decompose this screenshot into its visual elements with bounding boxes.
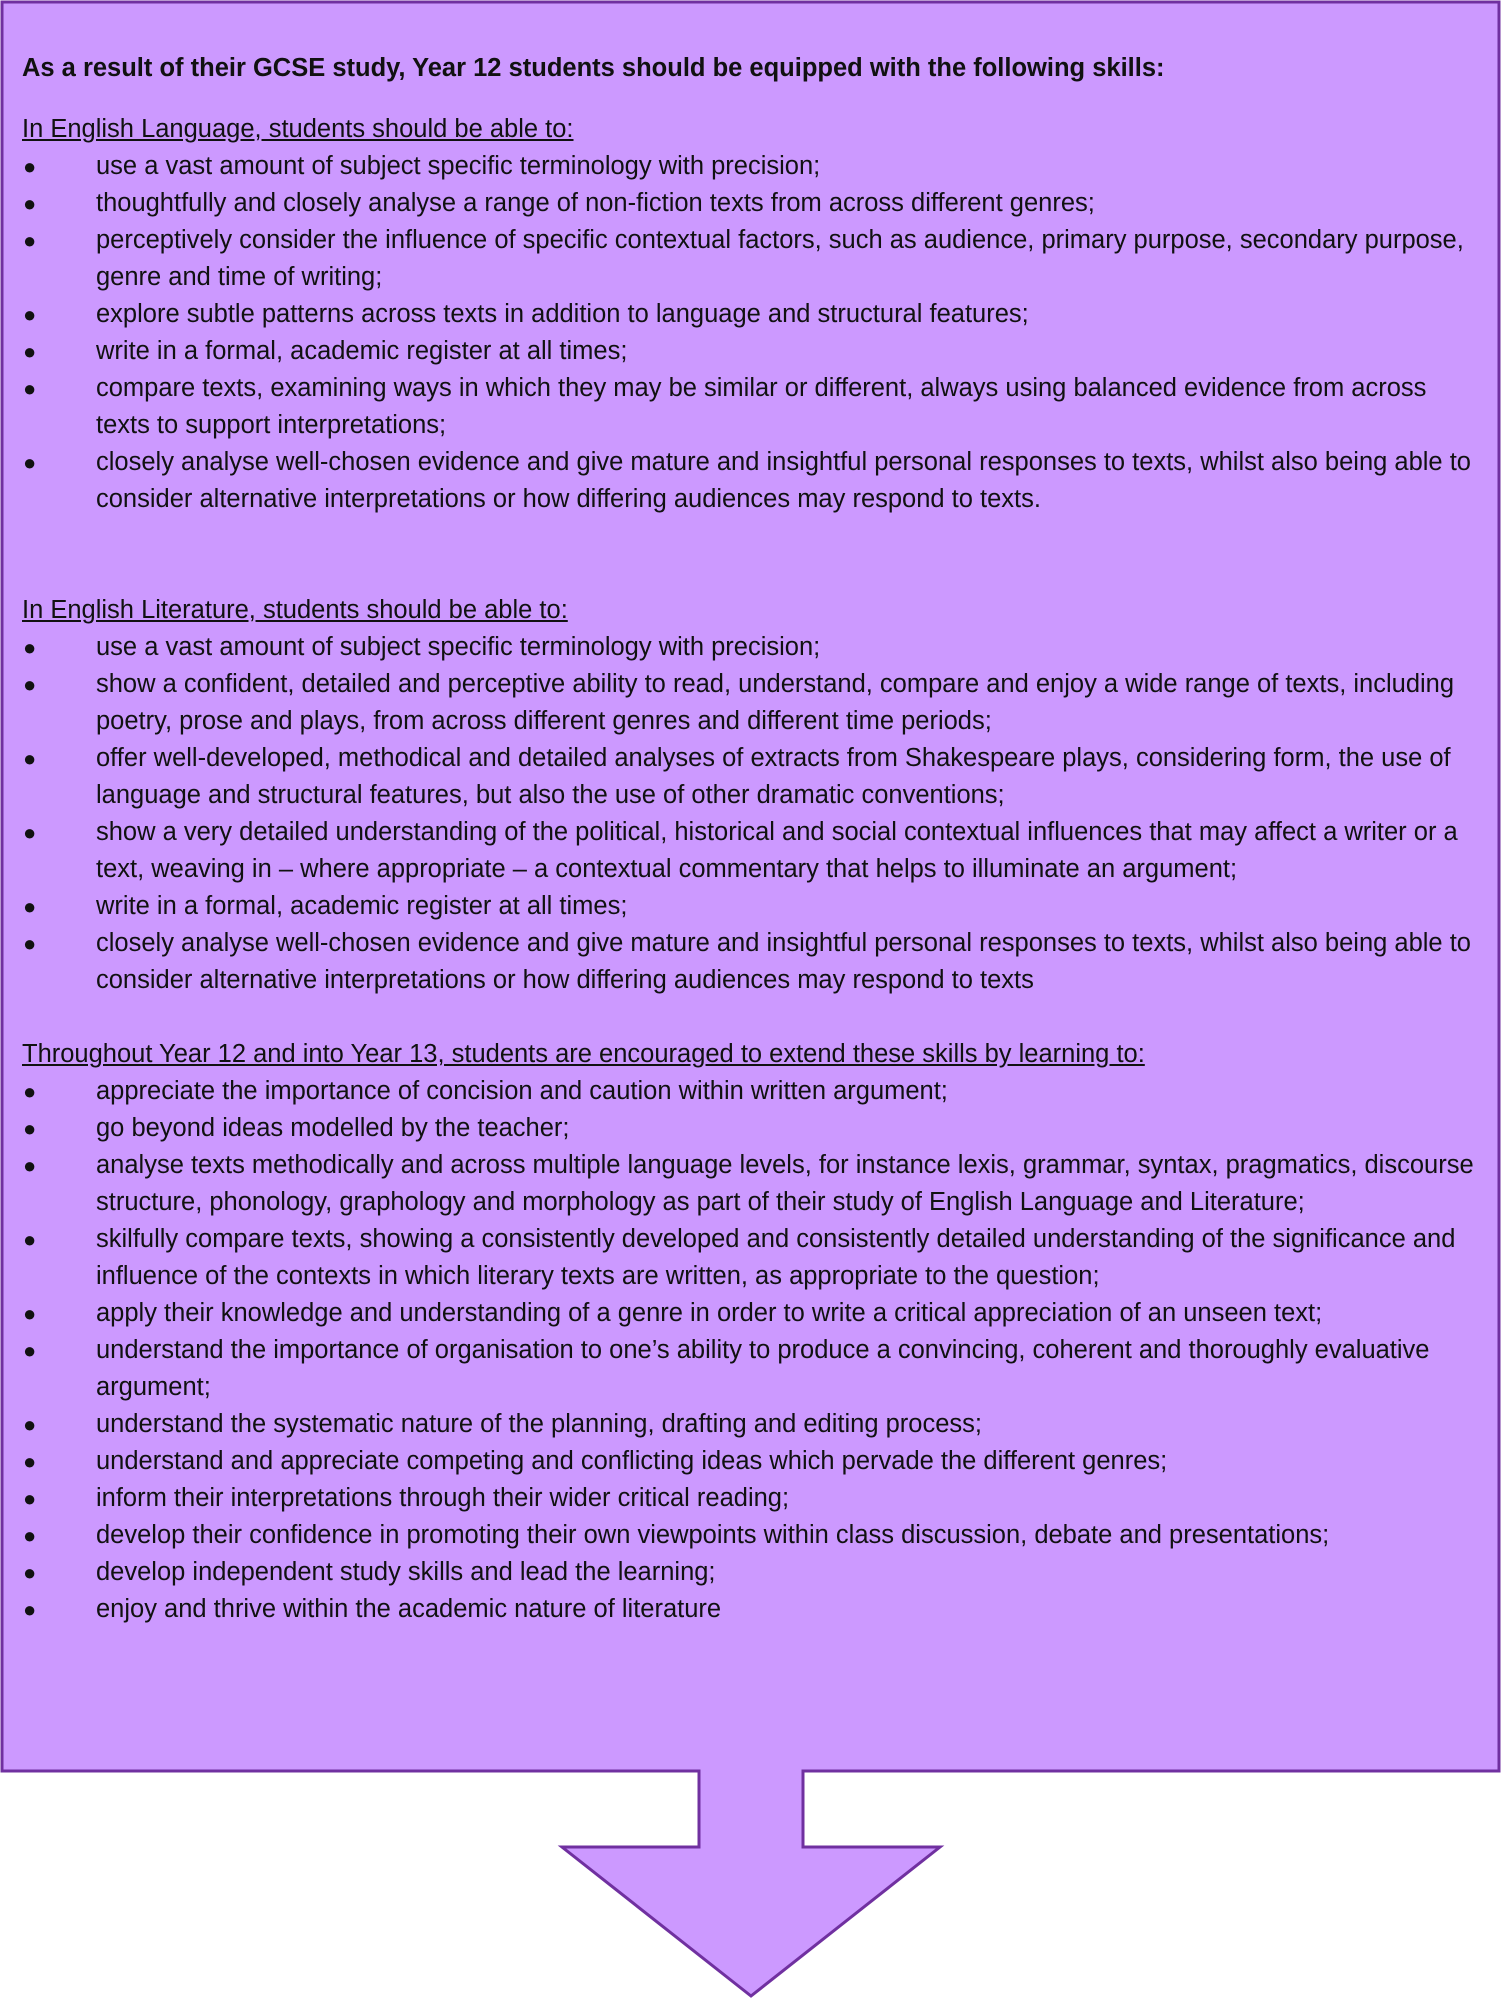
list-item: ● appreciate the importance of concision and caution within written argument; bbox=[22, 1073, 1477, 1110]
bullet-icon: ● bbox=[23, 1412, 37, 1437]
bullet-icon: ● bbox=[23, 191, 37, 216]
bullet-icon: ● bbox=[23, 1560, 37, 1585]
list-item: ● write in a formal, academic register at all times; bbox=[22, 333, 1477, 370]
bullet-icon: ● bbox=[23, 746, 37, 771]
list-item: ● use a vast amount of subject specific terminology with precision; bbox=[22, 148, 1477, 185]
bullet-icon: ● bbox=[23, 1079, 37, 1104]
bullet-list bbox=[22, 629, 1477, 999]
bullet-icon: ● bbox=[23, 450, 37, 475]
list-item: ● thoughtfully and closely analyse a range of non-fiction texts from across different genres; bbox=[22, 185, 1477, 222]
list-item: ● show a confident, detailed and perceptive ability to read, understand, compare and enjoy a wide range of texts, including poetry, prose and plays, from across different genres and different time periods; bbox=[22, 666, 1477, 740]
bullet-list bbox=[22, 1073, 1477, 1628]
bullet-icon: ● bbox=[23, 1153, 37, 1178]
bullet-icon: ● bbox=[23, 339, 37, 364]
section-english-language bbox=[22, 111, 1477, 518]
document-heading: As a result of their GCSE study, Year 12 students should be equipped with the following skills: bbox=[22, 54, 1165, 82]
bullet-icon: ● bbox=[23, 820, 37, 845]
list-item: ● skilfully compare texts, showing a consistently developed and consistently detailed understanding of the significance and influence of the contexts in which literary texts are written, as appropriate to the question; bbox=[22, 1221, 1477, 1295]
list-item: ● understand the systematic nature of the planning, drafting and editing process; bbox=[22, 1406, 1477, 1443]
bullet-icon: ● bbox=[23, 1338, 37, 1363]
list-item: ● closely analyse well-chosen evidence and give mature and insightful personal responses to texts, whilst also being able to consider alternative interpretations or how differing audiences may respond to texts. bbox=[22, 444, 1477, 518]
list-item: ● explore subtle patterns across texts in addition to language and structural features; bbox=[22, 296, 1477, 333]
list-item: ● use a vast amount of subject specific terminology with precision; bbox=[22, 629, 1477, 666]
list-item: ● develop their confidence in promoting their own viewpoints within class discussion, debate and presentations; bbox=[22, 1517, 1477, 1554]
bullet-icon: ● bbox=[23, 1301, 37, 1326]
list-item: ● understand the importance of organisation to one’s ability to produce a convincing, coherent and thoroughly evaluative argument; bbox=[22, 1332, 1477, 1406]
list-item: ● go beyond ideas modelled by the teacher; bbox=[22, 1110, 1477, 1147]
list-item: ● offer well-developed, methodical and detailed analyses of extracts from Shakespeare plays, considering form, the use of language and structural features, but also the use of other dramatic conventions; bbox=[22, 740, 1477, 814]
bullet-icon: ● bbox=[23, 635, 37, 660]
list-item: ● inform their interpretations through their wider critical reading; bbox=[22, 1480, 1477, 1517]
list-item: ● write in a formal, academic register at all times; bbox=[22, 888, 1477, 925]
bullet-icon: ● bbox=[23, 1486, 37, 1511]
bullet-icon: ● bbox=[23, 376, 37, 401]
bullet-icon: ● bbox=[23, 1449, 37, 1474]
bullet-icon: ● bbox=[23, 1597, 37, 1622]
list-item: ● develop independent study skills and lead the learning; bbox=[22, 1554, 1477, 1591]
bullet-icon: ● bbox=[23, 672, 37, 697]
section-title: Throughout Year 12 and into Year 13, students are encouraged to extend these skills by learning to: bbox=[22, 1040, 1145, 1068]
bullet-list bbox=[22, 148, 1477, 518]
section-spacer bbox=[22, 518, 1477, 592]
list-item: ● apply their knowledge and understanding of a genre in order to write a critical appreciation of an unseen text; bbox=[22, 1295, 1477, 1332]
bullet-icon: ● bbox=[23, 1227, 37, 1252]
bullet-icon: ● bbox=[23, 302, 37, 327]
section-extension-skills bbox=[22, 1036, 1477, 1628]
bullet-icon: ● bbox=[23, 1116, 37, 1141]
section-english-literature bbox=[22, 592, 1477, 999]
list-item: ● show a very detailed understanding of the political, historical and social contextual influences that may affect a writer or a text, weaving in – where appropriate – a contextual commentary that helps to illuminate an argument; bbox=[22, 814, 1477, 888]
bullet-icon: ● bbox=[23, 931, 37, 956]
bullet-icon: ● bbox=[23, 228, 37, 253]
list-item: ● understand and appreciate competing and conflicting ideas which pervade the different genres; bbox=[22, 1443, 1477, 1480]
skills-content bbox=[22, 50, 1477, 1628]
bullet-icon: ● bbox=[23, 154, 37, 179]
list-item: ● analyse texts methodically and across multiple language levels, for instance lexis, grammar, syntax, pragmatics, discourse structure, phonology, graphology and morphology as part of their study of English Language and Literature; bbox=[22, 1147, 1477, 1221]
section-title: In English Literature, students should be able to: bbox=[22, 596, 568, 624]
bullet-icon: ● bbox=[23, 1523, 37, 1548]
list-item: ● enjoy and thrive within the academic nature of literature bbox=[22, 1591, 1477, 1628]
section-title: In English Language, students should be able to: bbox=[22, 115, 574, 143]
list-item: ● closely analyse well-chosen evidence and give mature and insightful personal responses to texts, whilst also being able to consider alternative interpretations or how differing audiences may respond to texts bbox=[22, 925, 1477, 999]
list-item: ● compare texts, examining ways in which they may be similar or different, always using balanced evidence from across texts to support interpretations; bbox=[22, 370, 1477, 444]
bullet-icon: ● bbox=[23, 894, 37, 919]
section-spacer bbox=[22, 999, 1477, 1036]
list-item: ● perceptively consider the influence of specific contextual factors, such as audience, primary purpose, secondary purpose, genre and time of writing; bbox=[22, 222, 1477, 296]
